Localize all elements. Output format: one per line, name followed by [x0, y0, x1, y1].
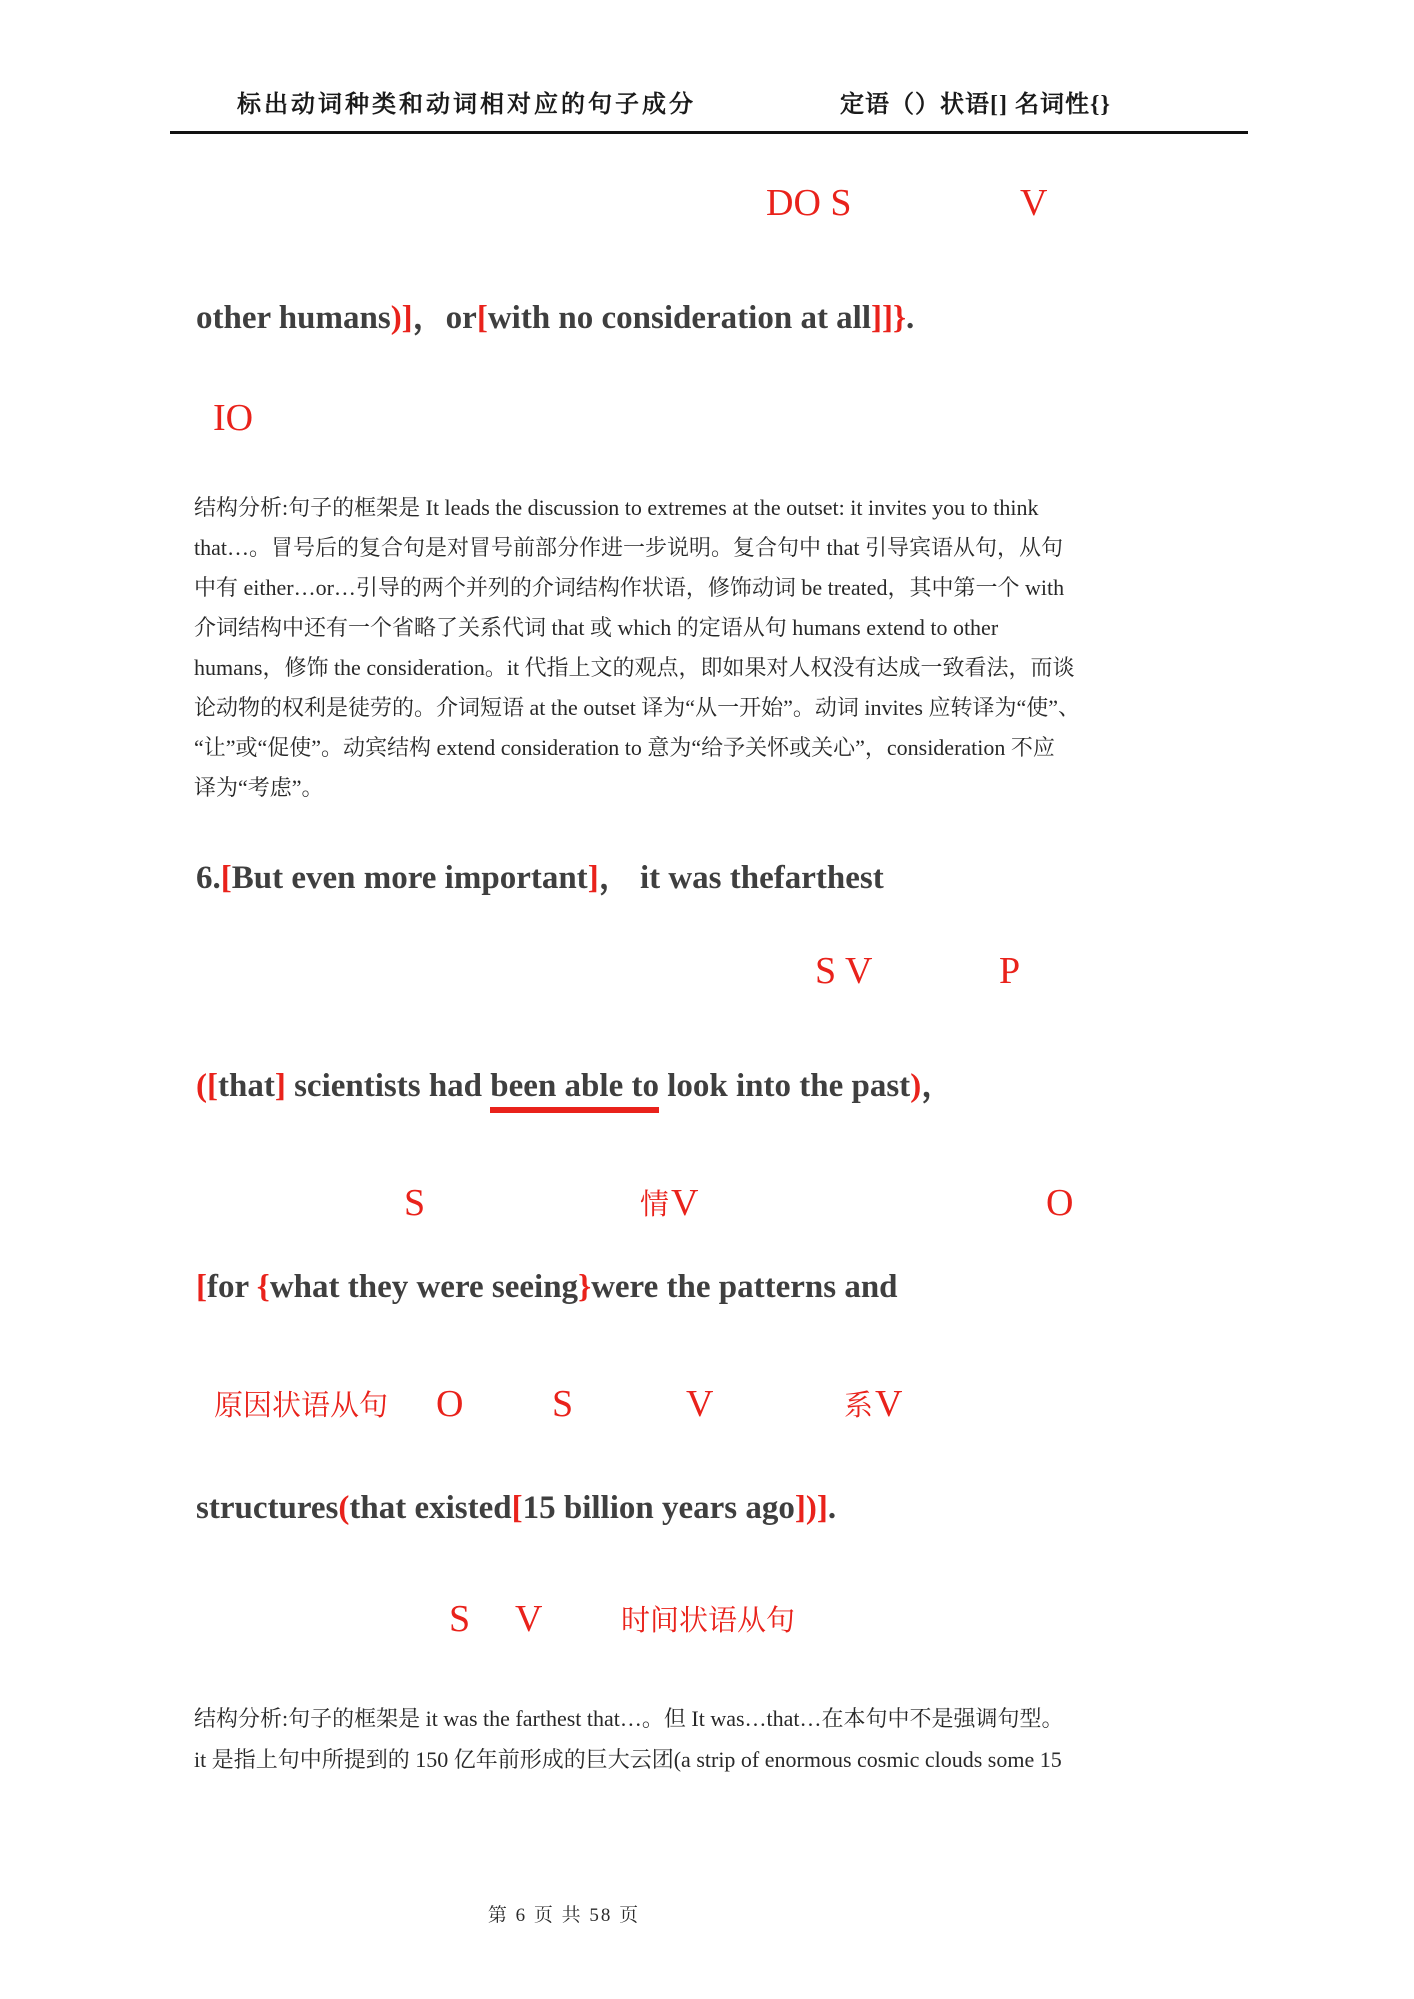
- red-bracket: )]: [390, 300, 413, 336]
- mark-v: V: [1020, 182, 1048, 224]
- header-left-title: 标出动词种类和动词相对应的句子成分: [237, 92, 696, 118]
- sentence-text: scientists had: [285, 1068, 491, 1104]
- sentence-line-4: [196, 1485, 836, 1531]
- mark-qing: 情: [640, 1189, 670, 1221]
- red-bracket: [: [220, 860, 232, 896]
- analysis-line: 中有 either…or…引导的两个并列的介词结构作状语，修饰动词 be treated，其中第一个 with: [194, 575, 1065, 600]
- red-bracket: [: [511, 1490, 523, 1526]
- analysis-line: that…。冒号后的复合句是对冒号前部分作进一步说明。复合句中 that 引导宾语从句，从句: [194, 535, 1063, 560]
- analysis-line: 介词结构中还有一个省略了关系代词 that 或 which 的定语从句 humans extend to other: [194, 615, 999, 640]
- mark-time-clause: 时间状语从句: [621, 1605, 796, 1637]
- mark-xi: 系: [844, 1390, 874, 1422]
- mark-o: O: [1046, 1182, 1074, 1224]
- sentence-text: ，or: [412, 300, 477, 336]
- sentence-text: ， it was thefarthest: [598, 860, 884, 896]
- analysis-line: 译为“考虑”。: [194, 775, 324, 800]
- sentence-text: that existed: [349, 1490, 512, 1526]
- sentence-text: structures: [196, 1490, 339, 1526]
- red-brace: {: [256, 1269, 270, 1305]
- mark-v: V: [875, 1383, 903, 1425]
- mark-s-v: S V: [815, 950, 873, 992]
- mark-cause-clause: 原因状语从句: [214, 1390, 389, 1422]
- sentence-line-6-heading: [196, 855, 884, 901]
- red-bracket: ]: [587, 860, 599, 896]
- sentence-text: 15 billion years ago: [522, 1490, 795, 1526]
- mark-v: V: [686, 1383, 714, 1425]
- mark-s: S: [449, 1598, 471, 1640]
- mark-s: S: [552, 1383, 574, 1425]
- analysis-line: 论动物的权利是徒劳的。介词短语 at the outset 译为“从一开始”。动词 invites 应转译为“使”、: [194, 695, 1081, 720]
- analysis-line: “让”或“促使”。动宾结构 extend consideration to 意为“给予关怀或关心”，consideration 不应: [194, 735, 1055, 760]
- header-rule: [170, 131, 1248, 134]
- mark-io: IO: [213, 397, 254, 439]
- sentence-text: with no consideration at all: [487, 300, 872, 336]
- header-right-legend: 定语（）状语[] 名词性{}: [840, 92, 1111, 118]
- page-number: 第 6 页 共 58 页: [487, 1905, 641, 1926]
- red-bracket: ]]}: [871, 300, 907, 336]
- sentence-line-2: [196, 1063, 954, 1109]
- item-number: 6.: [196, 860, 221, 896]
- red-brace: }: [578, 1269, 592, 1305]
- sentence-line-3: [196, 1264, 898, 1310]
- mark-do-s: DO S: [766, 182, 852, 224]
- sentence-text: .: [827, 1490, 837, 1526]
- mark-v: V: [515, 1598, 543, 1640]
- sentence-text: look into the past: [658, 1068, 911, 1104]
- red-bracket: [: [196, 1269, 207, 1305]
- sentence-text: for: [207, 1269, 257, 1305]
- red-bracket: [: [207, 1068, 218, 1104]
- sentence-text: But even more important: [231, 860, 588, 896]
- sentence-text: other humans: [196, 300, 391, 336]
- underlined-text: been able to: [490, 1068, 659, 1113]
- mark-p: P: [999, 950, 1021, 992]
- analysis-line: 结构分析:句子的框架是 it was the farthest that…。但 It was…that…在本句中不是强调句型。: [194, 1706, 1064, 1731]
- red-bracket: ])]: [794, 1490, 828, 1526]
- red-paren: (: [338, 1490, 350, 1526]
- red-paren: ): [910, 1068, 922, 1104]
- analysis-paragraph-1: [194, 488, 1194, 808]
- sentence-text: that: [218, 1068, 275, 1104]
- analysis-line: it 是指上句中所提到的 150 亿年前形成的巨大云团(a strip of enormous cosmic clouds some 15: [194, 1747, 1062, 1772]
- analysis-line: 结构分析:句子的框架是 It leads the discussion to extremes at the outset: it invites you to think: [194, 495, 1039, 520]
- sentence-text: ，: [921, 1068, 955, 1104]
- sentence-text: were the patterns and: [591, 1269, 898, 1305]
- red-paren: (: [196, 1068, 207, 1104]
- analysis-paragraph-2: [194, 1698, 1194, 1780]
- sentence-text: what they were seeing: [269, 1269, 579, 1305]
- analysis-line: humans，修饰 the consideration。it 代指上文的观点，即如果对人权没有达成一致看法，而谈: [194, 655, 1075, 680]
- sentence-line-1: [196, 295, 914, 341]
- mark-o: O: [436, 1383, 464, 1425]
- red-bracket: [: [476, 300, 488, 336]
- mark-v: V: [671, 1182, 699, 1224]
- red-bracket: ]: [274, 1068, 286, 1104]
- mark-s: S: [404, 1182, 426, 1224]
- sentence-text: .: [906, 300, 915, 336]
